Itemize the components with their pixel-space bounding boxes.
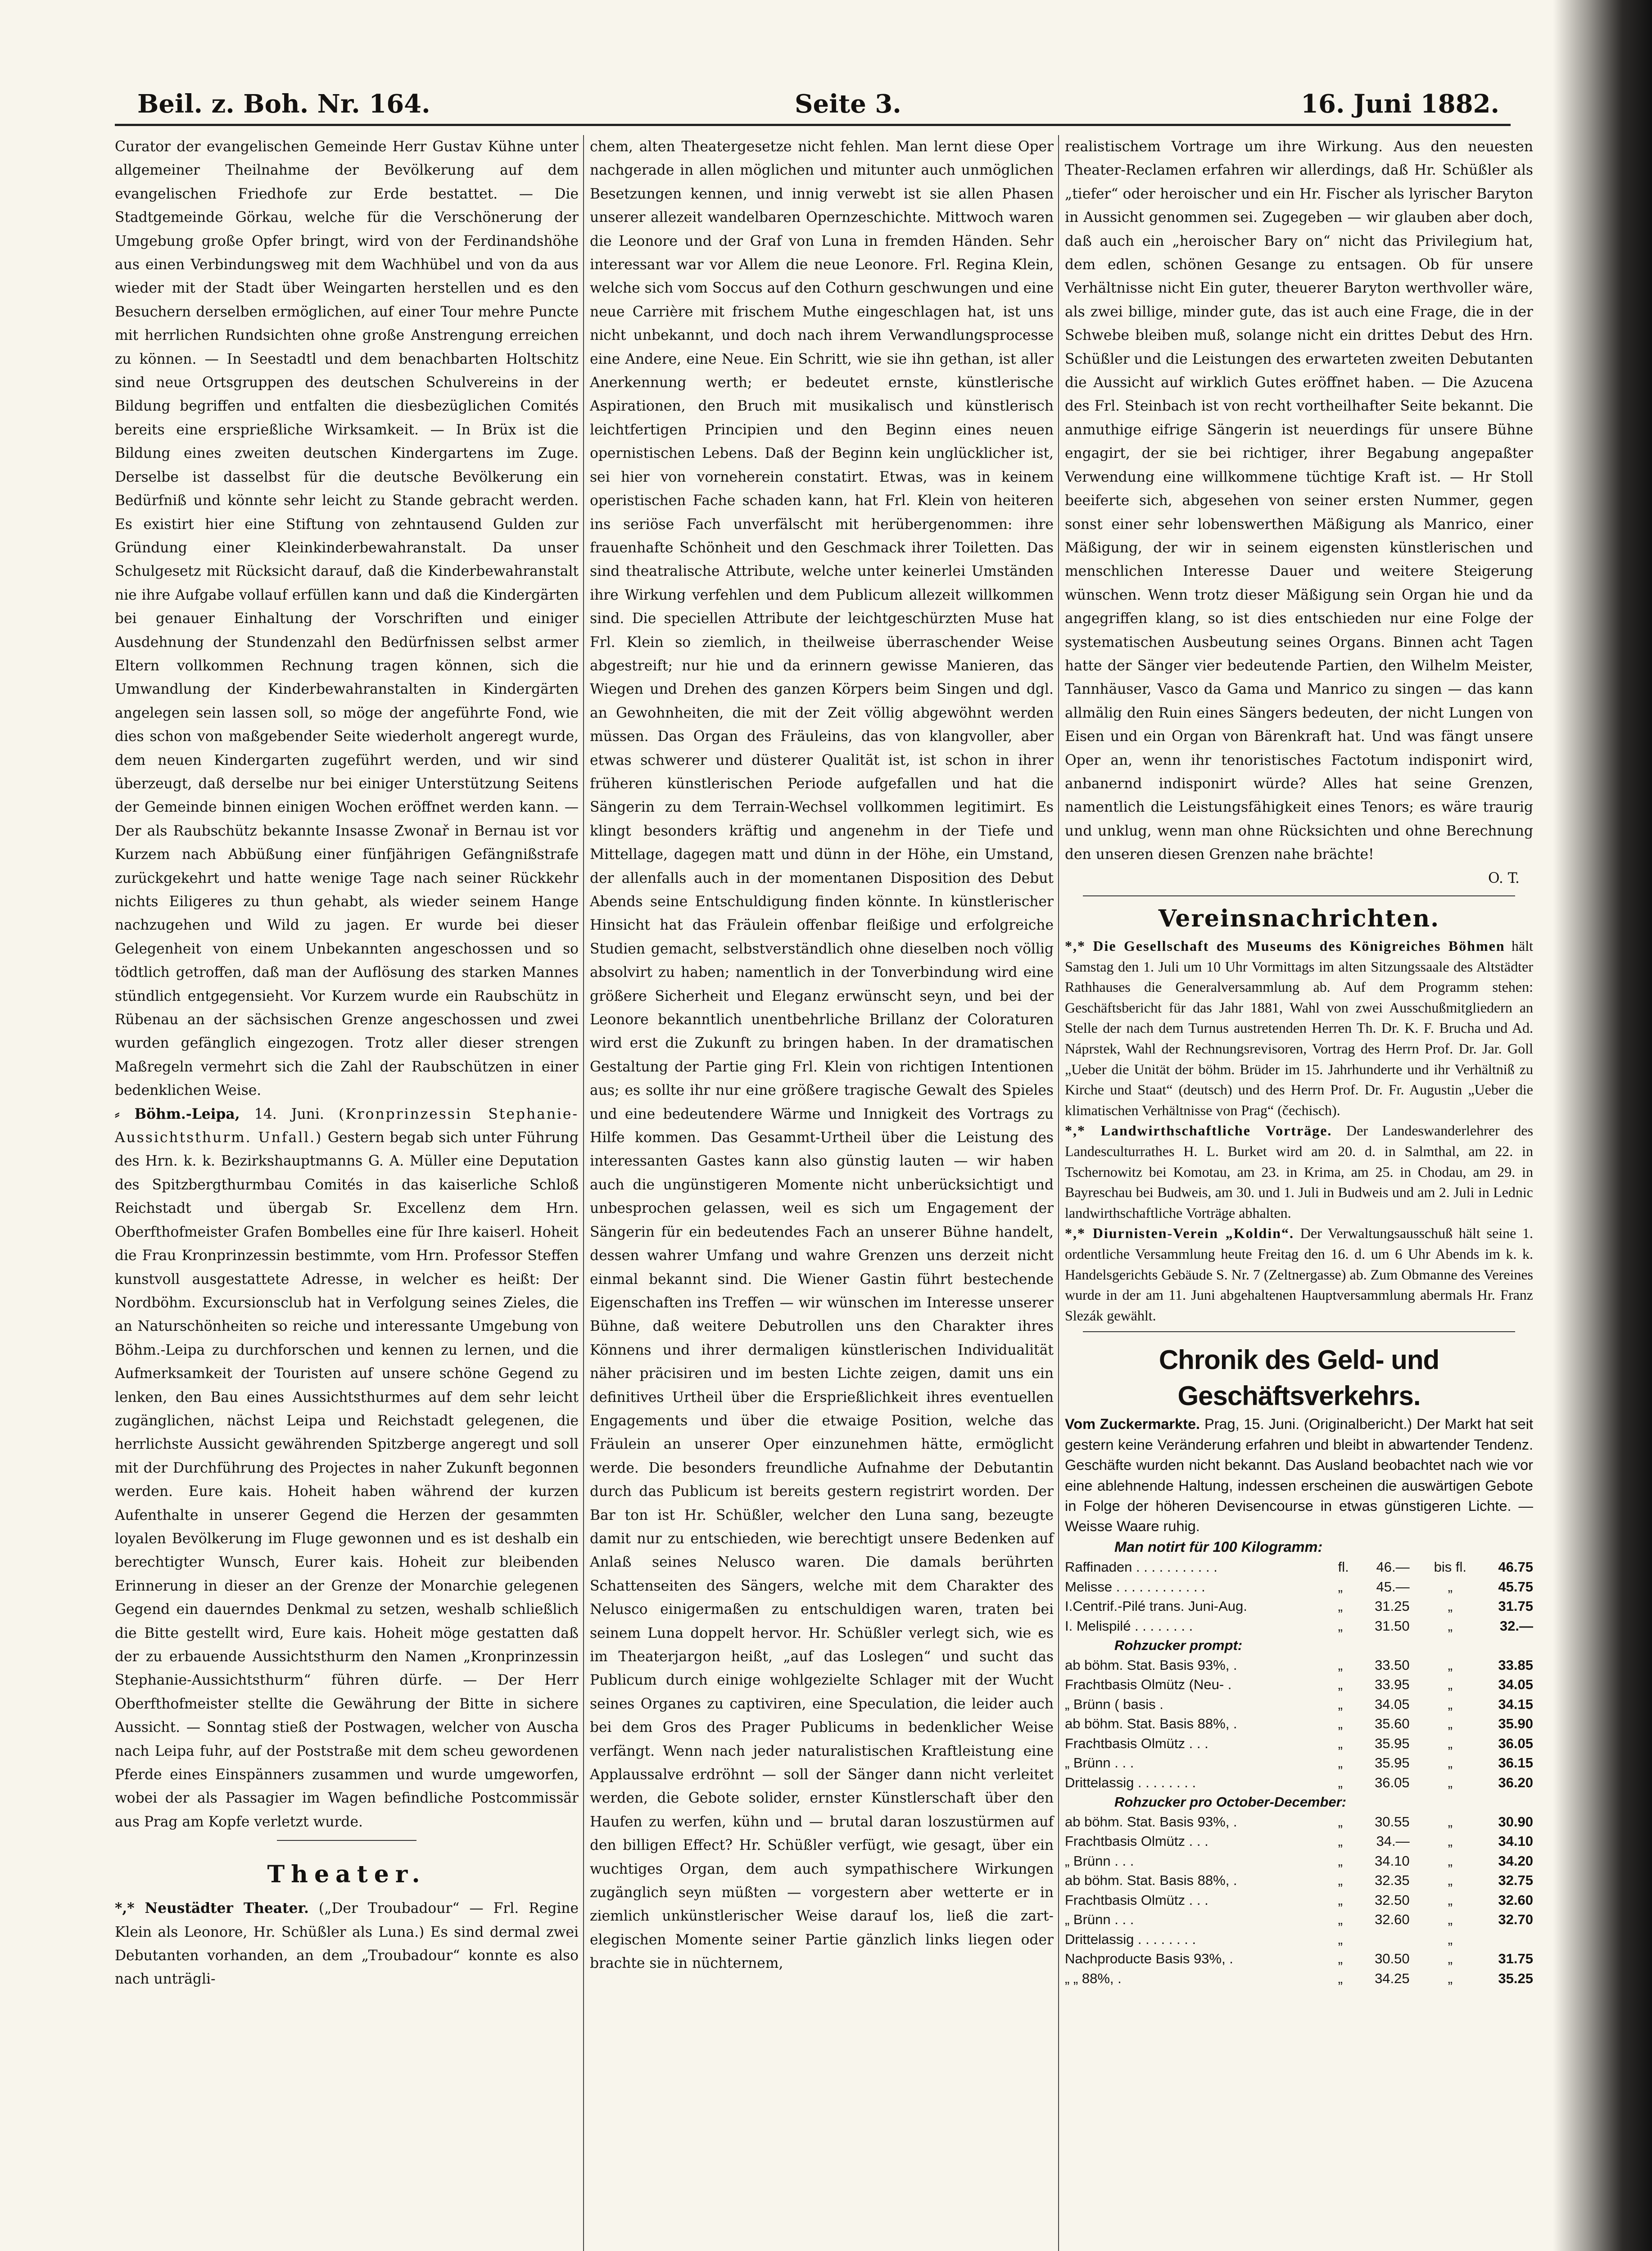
koldin-lead: *,* Diurnisten-Verein „Koldin“. (1065, 1225, 1294, 1242)
price-row (1065, 1949, 1533, 1969)
price-cell-unit: „ (1338, 1677, 1343, 1693)
price-cell-unit: „ (1338, 1931, 1343, 1947)
price-cell-v1: 33.95 (1375, 1677, 1410, 1693)
header-issue: Beil. z. Boh. Nr. 164. (137, 89, 430, 119)
price-cell-v2: 33.85 (1498, 1657, 1533, 1673)
price-cell-v1: 34.— (1376, 1833, 1410, 1849)
price-cell-bis: „ (1448, 1892, 1453, 1908)
price-row (1065, 1675, 1533, 1695)
price-cell-bis: „ (1448, 1696, 1453, 1712)
price-row (1065, 1616, 1533, 1636)
price-row (1065, 1577, 1533, 1597)
price-cell-v1: 33.50 (1375, 1657, 1410, 1673)
leipa-date: 14. Juni. (254, 1106, 324, 1122)
price-row (1065, 1871, 1533, 1890)
price-cell-bis: „ (1448, 1833, 1453, 1849)
price-cell-v2: 32.— (1499, 1618, 1533, 1634)
price-cell-label: „ „ 88%, . (1065, 1970, 1122, 1986)
price-cell-bis: „ (1448, 1774, 1453, 1790)
column-3 (1065, 135, 1533, 1988)
price-cell-label: Frachtbasis Olmütz . . . (1065, 1892, 1208, 1908)
price-cell-v1: 45.— (1376, 1578, 1410, 1595)
vereinsnachrichten-heading: Vereinsnachrichten. (1158, 905, 1440, 932)
price-cell-unit: „ (1338, 1657, 1343, 1673)
price-cell-label: „ Brünn . . . (1065, 1853, 1134, 1869)
price-cell-unit: „ (1338, 1813, 1343, 1830)
review-signature: O. T. (1488, 870, 1520, 886)
price-row (1065, 1930, 1533, 1949)
museum-notice (1065, 936, 1533, 1121)
sugar-market-paragraph (1065, 1414, 1533, 1537)
price-cell-bis: „ (1448, 1657, 1453, 1673)
price-row (1065, 1773, 1533, 1793)
price-cell-v2: 36.20 (1498, 1774, 1533, 1790)
price-row (1065, 1596, 1533, 1616)
lectures-notice (1065, 1121, 1533, 1223)
price-cell-bis: „ (1448, 1598, 1453, 1614)
price-cell-v2: 32.70 (1498, 1912, 1533, 1928)
price-cell-unit: „ (1338, 1774, 1343, 1790)
price-row (1065, 1890, 1533, 1910)
leipa-title: (Kronprinzessin Stephanie-Aussichtsthurm. Unfall.) (115, 1106, 579, 1146)
price-subheading-text: Rohzucker pro October-December: (1114, 1794, 1347, 1810)
price-cell-bis: „ (1448, 1853, 1453, 1869)
section-rule (1083, 1331, 1515, 1332)
price-cell-label: Frachtbasis Olmütz . . . (1065, 1833, 1208, 1849)
price-cell-label: Raffinaden . . . . . . . . . . . (1065, 1559, 1218, 1575)
price-cell-v2: 35.90 (1498, 1716, 1533, 1732)
page-header (137, 86, 1499, 126)
theater-review-continued: chem, alten Theatergesetze nicht fehlen. Man lernt diese Oper nachgerade in allen möglichen und mitunter auch unmöglichen Besetzungen kennen, und innig verwebt ist sie allen Phasen unserer allezeit wandelbaren Opernzeschichte. Mittwoch waren die Leonore und der Graf von Luna in fremden Händen. Sehr interessant war vor Allem die neue Leonore. Frl. Regina Klein, welche sich vom Soccus auf den Cothurn geschwungen und eine neue Carrière mit frischem Muthe eingeschlagen hat, ist uns nicht unbekannt, und doch nach ihrem Verwandlungsprocesse eine Andere, eine Neue. Ein Schritt, wie sie ihn gethan, ist aller Anerkennung werth; er bedeutet ernste, künstlerische Aspirationen, den Bruch mit musikalisch und künstlerisch leichtfertigen Principien und den Beginn eines neuen opernistischen Lebens. Daß der Beginn kein unglücklicher ist, sei hier von vorneherein constatirt. Etwas, was in keinem operistischen Fache schaden kann, hat Frl. Klein von heiteren ins seriöse Fach unverfälscht mit herübergenommen: ihre frauenhafte Schönheit und den Geschmack ihrer Toiletten. Das sind theatralische Attribute, welche unter keinerlei Umständen ihre Wirkung verfehlen und dem Publicum allezeit willkommen sind. Die speciellen Attribute der leichtgeschürzten Muse hat Frl. Klein so ziemlich, in theilweise überraschender Weise abgestreift; nur hie und da erinnern gewisse Manieren, das Wiegen und Drehen des ganzen Körpers beim Singen und dgl. an Gewohnheiten, die mit der Zeit völlig abgewöhnt werden müssen. Das Organ des Fräuleins, das von klangvoller, aber etwas schwerer und düsterer Qualität ist, ist schon in ihrer früheren künstlerischen Periode aufgefallen und hat die Sängerin zu dem Terrain-Wechsel vollkommen legitimirt. Es klingt besonders kräftig und angenehm in der Tiefe und Mittellage, dagegen matt und dünn in der Höhe, ein Umstand, der allenfalls auch in der momentanen Disposition des Debut Abends seine Entschuldigung finden könnte. In künstlerischer Hinsicht hat das Fräulein offenbar fleißige und erfolgreiche Studien gemacht, selbstverständlich ohne dieselben noch völlig absolvirt zu haben; namentlich in der Tonverbindung wird eine größere Sicherheit und Eleganz erwünscht seyn, und bei der Leonore bekanntlich unentbehrliche Brillanz der Coloraturen wird erst die Zukunft zu bringen haben. In der dramatischen Gestaltung der Partie ging Frl. Klein von richtigen Intentionen aus; es sollte ihr nur eine größere tragische Gewalt des Spieles und eine bedeutendere Wärme und Innigkeit des Vortrags zu Hilfe kommen. Das Gesammt-Urtheil über die Leistung des interessanten Gastes kann also günstig lauten — wir haben auch die ungünstigeren Momente nicht unberücksichtigt und unbesprochen gelassen, weil es sich um Engagement der Sängerin für ein bedeutendes Fach an unserer Bühne handelt, dessen wahrer Umfang und wahre Grenzen uns derzeit nicht einmal bekannt sind. Die Wiener Gastin führt bestechende Eigenschaften ins Treffen — wir wünschen im Interesse unserer Bühne, daß weitere Debutrollen uns den Charakter ihres Könnens und ihrer dermaligen künstlerischen Individualität näher präcisiren und im besten Lichte zeigen, damit uns ein definitives Urtheil über die Ersprießlichkeit ihres eventuellen Engagements und über die etwaige Position, welche das Fräulein an unserer Oper einzunehmen hätte, ermöglicht werde. Die besonders freundliche Aufnahme der Debutantin durch das Publicum ist bereits gestern registrirt worden. Der Bar ton ist Hr. Schüßler, welcher den Luna sang, bezeugte damit nur zu entschieden, wie berechtigt unsere Bedenken auf Anlaß seines Nelusco waren. Die damals berührten Schattenseiten des Sängers, welche mit dem Charakter des Nelusco einigermaßen zu entschuldigen waren, traten bei seinem Luna doppelt hervor. Hr. Schüßler verlegt sich, wie es im Theaterjargon heißt, „auf das Loslegen“ und sucht das Publicum durch einige wohlgezielte Schlager mit der Wucht seines Organes zu captiviren, eine Speculation, die leider auch bei dem Gros des Prager Publicums in bedenklicher Weise verfängt. Wenn nach jeder naturalistischen Kraftleistung eine Applaussalve erdröhnt — soll der Sänger dann nicht verleitet werden, die Gebote solider, ernster Künstlerschaft über den Haufen zu werfen, kühn und — brutal daran loszustürmen auf den billigen Effect? Hr. Schüßler verfügt, wie gesagt, über ein wuchtiges Organ, dem auch sympathischere Wirkungen zugänglich seyn müßten — vorgestern aber wetterte er in ziemlich unkünstlerischer Weise darauf los, ließ die zart-elegischen Momente seiner Partie gänzlich links liegen oder brachte sie in nüchternem, (590, 139, 1054, 1972)
price-cell-bis: „ (1448, 1716, 1453, 1732)
price-cell-v2: 36.05 (1498, 1735, 1533, 1751)
price-cell-unit: „ (1338, 1892, 1343, 1908)
price-cell-bis: „ (1448, 1872, 1453, 1889)
price-cell-v2: 45.75 (1498, 1578, 1533, 1595)
price-cell-bis: „ (1448, 1735, 1453, 1751)
header-rule (115, 124, 1511, 126)
koldin-notice (1065, 1223, 1533, 1326)
price-cell-label: „ Brünn . . . (1065, 1912, 1134, 1928)
price-cell-label: ab böhm. Stat. Basis 88%, . (1065, 1872, 1237, 1889)
lectures-body: Der Landeswanderlehrer des Landesculturrathes H. L. Burket wird am 20. d. in Salmthal, am 22. in Tschernowitz bei Komotau, am 23. in Krima, am 25. in Chodau, am 29. in Bayreschau bei Budweis, am 30. und 1. Juli in Budweis und am 2. Juli in Lednic landwirthschaftliche Vorträge abhalten. (1065, 1122, 1534, 1221)
price-row (1065, 1655, 1533, 1675)
price-cell-v1: 30.50 (1375, 1951, 1410, 1967)
price-subheading-text: Rohzucker prompt: (1114, 1637, 1243, 1654)
column-divider-2 (1058, 135, 1059, 2251)
price-cell-unit: „ (1338, 1735, 1343, 1751)
header-page-number: Seite 3. (795, 89, 901, 119)
price-cell-label: I. Melispilé . . . . . . . . (1065, 1618, 1193, 1634)
sugar-market-lead: Vom Zuckermarkte. (1065, 1416, 1200, 1433)
price-cell-v2: 34.15 (1498, 1696, 1533, 1712)
price-cell-bis: „ (1448, 1813, 1453, 1830)
leipa-article (115, 1103, 579, 1834)
vereinsnachrichten-block (1065, 936, 1533, 1326)
section-rule (1083, 895, 1515, 896)
price-cell-v2: 46.75 (1498, 1559, 1533, 1575)
price-cell-label: ab böhm. Stat. Basis 93%, . (1065, 1657, 1237, 1673)
price-cell-v2: 35.25 (1498, 1970, 1533, 1986)
price-cell-v2 (1475, 1930, 1533, 1949)
column-divider-1 (583, 135, 584, 2251)
leipa-lead: ⸗ Böhm.-Leipa, (115, 1106, 240, 1122)
price-row (1065, 1695, 1533, 1714)
museum-body: hält Samstag den 1. Juli um 10 Uhr Vormittags im alten Sitzungssaale des Altstädter Rathhauses die Generalversammlung ab. Auf dem Programm stehen: Geschäftsbericht für das Jahr 1881, Wahl von zwei Ausschußmitgliedern an Stelle der nach dem Turnus austretenden Herren Th. Dr. K. F. Brucha und Ad. Náprstek, Wahl der Rechnungsrevisoren, Vortrag des Herrn Prof. Dr. Jar. Goll „Ueber die Unität der böhm. Brüder im 15. Jahrhunderte und ihr Verhältniß zu Kirche und Staat“ (deutsch) und des Herrn Prof. Dr. Fr. Augustin „Ueber die klimatischen Verhältnisse von Prag“ (čechisch). (1065, 938, 1534, 1118)
price-cell-v2: 32.60 (1498, 1892, 1533, 1908)
price-cell-bis: „ (1448, 1578, 1453, 1595)
column-2 (590, 135, 1054, 2251)
price-cell-v2: 34.05 (1498, 1677, 1533, 1693)
price-row (1065, 1734, 1533, 1754)
price-cell-bis: „ (1448, 1618, 1453, 1634)
price-cell-label: ab böhm. Stat. Basis 88%, . (1065, 1716, 1237, 1732)
lectures-lead: *,* Landwirthschaftliche Vorträge. (1065, 1122, 1332, 1139)
theater-body-start: („Der Troubadour“ — Frl. Regine Klein als Leonore, Hr. Schüßler als Luna.) Es sind dermal zwei Debutanten vorhanden, an dem „Troubadour“ konnte es also nach unträgli- (115, 1900, 579, 1988)
price-cell-v1: 31.25 (1375, 1598, 1410, 1614)
price-cell-v1: 30.55 (1375, 1813, 1410, 1830)
price-row (1065, 1851, 1533, 1871)
price-cell-bis: „ (1448, 1931, 1453, 1947)
theater-review-end: realistischem Vortrage um ihre Wirkung. Aus den neuesten Theater-Reclamen erfahren wir allerdings, daß Hr. Schüßler als „tiefer“ oder heroischer und ein Hr. Fischer als lyrischer Baryton in Aussicht genommen sei. Zugegeben — wir glauben aber doch, daß auch ein „heroischer Bary on“ nicht das Privilegium hat, dem edlen, schönen Gesange zu entsagen. Ob für unsere Verhältnisse nicht Ein guter, theuerer Baryton werthvoller wäre, als zwei billige, minder gute, das ist auch eine Frage, die in der Schwebe bleiben muß, solange nicht ein drittes Debut des Hrn. Schüßler und die Leistungen des erwarteten zweiten Debutanten die Aussicht auf wirklich Gutes eröffnet haben. — Die Azucena des Frl. Steinbach ist von recht vortheilhafter Seite bekannt. Die anmuthige eifrige Sängerin ist neuerdings für unsere Bühne engagirt, der sie bei richtiger, ihrer Begabung angepaßter Verwendung eine willkommene tüchtige Kraft ist. — Hr Stoll beeiferte sich, abgesehen von seiner ersten Nummer, gegen sonst einer sehr lobenswerthen Mäßigung als Manrico, einer Mäßigung, der wir in seinem eigensten künstlerischen und menschlichen Interesse Dauer und weitere Steigerung wünschen. Wenn trotz dieser Mäßigung sein Organ hie und da angegriffen klang, so ist dies entschieden nur eine Folge der systematischen Ausbeutung seines Organs. Binnen acht Tagen hatte der Sänger vier bedeutende Partien, den Wilhelm Meister, Tannhäuser, Vasco da Gama und Manrico zu singen — das kann allmälig den Ruin eines Sängers bedeuten, der nicht Lungen von Eisen und ein Organ von Bärenkraft hat. Und was fängt unsere Oper an, wenn ihr tenoristisches Factotum indisponirt wird, anbanernd indisponirt würde? Alles hat seine Grenzen, namentlich die Leistungsfähigkeit eines Tenors; es wäre traurig und unklug, wenn man ohne Rücksichten und ohne Berechnung den unseren diesen Grenzen nahe brächte! (1065, 139, 1533, 863)
price-cell-bis: „ (1448, 1755, 1453, 1771)
koldin-body: Der Verwaltungsausschuß hält seine 1. ordentliche Versammlung heute Freitag den 16. d. um 6 Uhr Abends im k. k. Handelsgerichts Gebäude S. Nr. 7 (Zeltnergasse) ab. Zum Obmanne des Vereines wurde in der am 11. Juni abgehaltenen Hauptversammlung abermals Hr. Franz Slezák gewählt. (1065, 1225, 1534, 1324)
column-1 (115, 135, 579, 2165)
price-cell-unit: „ (1338, 1853, 1343, 1869)
price-cell-bis: „ (1448, 1951, 1453, 1967)
chronik-heading: Chronik des Geld- und Geschäftsverkehrs. (1159, 1345, 1439, 1411)
price-row (1065, 1714, 1533, 1734)
theater-heading: Theater. (267, 1861, 426, 1889)
price-cell-unit: „ (1338, 1716, 1343, 1732)
local-news-paragraph: Curator der evangelischen Gemeinde Herr Gustav Kühne unter allgemeiner Theilnahme der Bevölkerung auf dem evangelischen Friedhofe zur Erde bestattet. — Die Stadtgemeinde Görkau, welche für die Verschönerung der Umgebung große Opfer bringt, wird von der Ferdinandshöhe aus einen Verbindungsweg mit dem Wachhübel und von da aus wieder mit der Stadt über Weingarten herstellen und es den Besuchern derselben ermöglichen, auf einer Tour mehre Puncte mit herrlichen Rundsichten ohne große Anstrengung erreichen zu können. — In Seestadtl und dem benachbarten Holtschitz sind neue Ortsgruppen des deutschen Schulvereins in der Bildung begriffen und entfalten die diesbezüglichen Comités bereits eine ersprießliche Wirksamkeit. — In Brüx ist die Bildung eines zweiten deutschen Kindergartens im Zuge. Derselbe ist dasselbst für die deutsche Bevölkerung ein Bedürfniß und könnte sehr leicht zu Stande gebracht werden. Es existirt hier eine Stiftung von zehntausend Gulden zur Gründung einer Kleinkinderbewahranstalt. Da unser Schulgesetz mit Rücksicht darauf, daß die Kinderbewahranstalt nie ihre Aufgabe vollauf erfüllen kann und daß die Kindergärten bei genauer Einhaltung der Vorschriften und einiger Ausdehnung der Stundenzahl den Bedürfnissen selbst armer Eltern vollkommen Rechnung tragen können, sich die Umwandlung der Kinderbewahranstalten in Kindergärten angelegen sein lassen soll, so möge der angeführte Fond, wie dies schon von maßgebender Seite wiederholt angeregt wurde, dem neuen Kindergarten zugeführt werden, und wir sind überzeugt, daß derselbe nur bei einiger Unterstützung Seitens der Gemeinde binnen einigen Wochen eröffnet werden kann. — Der als Raubschütz bekannte Insasse Zwonař in Bernau ist vor Kurzem nach Abbüßung einer fünfjährigen Gefängnißstrafe zurückgekehrt und hatte wenige Tage nach seiner Rückkehr nichts Eiligeres zu thun gehabt, als wieder seinem Hange nachzugehen und Wild zu jagen. Er wurde bei dieser Gelegenheit von einem Unbekannten angeschossen und so tödtlich getroffen, daß man der Auflösung des starken Mannes stündlich entgegensieht. Vor Kurzem wurde ein Raubschütz in Rübenau an der sächsischen Grenze angeschossen und zwei wurden gefänglich eingezogen. Trotz aller dieser strengen Maßregeln vermehrt sich die Zahl der Raubschützen in einer bedenklichen Weise. (115, 139, 579, 1099)
header-date: 16. Juni 1882. (1301, 89, 1499, 119)
price-cell-unit: „ (1338, 1696, 1343, 1712)
price-cell-label: I.Centrif.-Pilé trans. Juni-Aug. (1065, 1598, 1247, 1614)
leipa-body: Gestern begab sich unter Führung des Hrn. k. k. Bezirkshauptmanns G. A. Müller eine Deputation des Spitzbergthurmbau Comités in das kaiserliche Schloß Reichstadt und übergab Sr. Excellenz dem Hrn. Oberfthofmeister Grafen Bombelles eine für Ihre kaiserl. Hoheit die Frau Kronprinzessin bestimmte, vom Hrn. Professor Steffen kunstvoll ausgestattete Adresse, in welcher es heißt: Der Nordböhm. Excursionsclub hat in Verfolgung seines Zieles, die an Naturschönheiten so reiche und interessante Umgebung von Böhm.-Leipa zu durchforschen und kennen zu lernen, und die Aufmerksamkeit der Touristen auf unsere schöne Gegend zu lenken, den Bau eines Aussichtsthurmes auf dem sehr leicht zugänglichen, nächst Leipa und Reichstadt gelegenen, die herrlichste Aussicht gewährenden Spitzberge angeregt und soll mit der Durchführung des Projectes in naher Zukunft begonnen werden. Eure kais. Hoheit haben während der kurzen Aufenthalte in unserer Gegend die Herzen der gesammten loyalen Bevölkerung im Fluge gewonnen und es ist deshalb ein berechtigter Wunsch, Eurer kais. Hoheit zur bleibenden Erinnerung in dieser an der Grenze der Monarchie gelegenen Gegend ein dauerndes Denkmal zu setzen, weshalb schließlich die Bitte gestellt wird, Eure kais. Hoheit möge gestatten daß der zu erbauende Aussichtsthurm den Namen „Kronprinzessin Stephanie-Aussichtsthurm“ führen dürfe. — Der Herr Oberfthofmeister stellte die Gewährung der Bitte in sichere Aussicht. — Sonntag stieß der Postwagen, welcher von Auscha nach Leipa fuhr, auf der Poststraße mit dem scheu gewordenen Pferde eines Einspänners zusammen und wurde umgeworfen, wobei der als Passagier im Wagen befindliche Postcommissär aus Prag am Kopfe verletzt wurde. (115, 1130, 579, 1830)
price-cell-v1: 34.05 (1375, 1696, 1410, 1712)
price-cell-unit: „ (1338, 1755, 1343, 1771)
museum-lead: *,* Die Gesellschaft des Museums des Königreiches Böhmen (1065, 938, 1505, 954)
price-cell-label: Frachtbasis Olmütz . . . (1065, 1735, 1208, 1751)
price-cell-bis: bis fl. (1434, 1559, 1466, 1575)
price-cell-label: Drittelassig . . . . . . . . (1065, 1774, 1196, 1790)
section-rule (277, 1840, 416, 1841)
price-cell-v1: 35.60 (1375, 1716, 1410, 1732)
price-cell-v2: 31.75 (1498, 1951, 1533, 1967)
price-cell-v2: 36.15 (1498, 1755, 1533, 1771)
price-cell-bis: „ (1448, 1912, 1453, 1928)
price-cell-v1: 32.50 (1375, 1892, 1410, 1908)
theater-article-start (115, 1897, 579, 1991)
price-cell-v1: 32.60 (1375, 1912, 1410, 1928)
price-cell-v1: 36.05 (1375, 1774, 1410, 1790)
price-cell-label: Frachtbasis Olmütz (Neu- . (1065, 1677, 1232, 1693)
price-row (1065, 1557, 1533, 1577)
price-cell-unit: „ (1338, 1951, 1343, 1967)
price-cell-v2: 34.20 (1498, 1853, 1533, 1869)
price-cell-v1: 31.50 (1375, 1618, 1410, 1634)
price-cell-v2: 32.75 (1498, 1872, 1533, 1889)
price-cell-label: Drittelassig . . . . . . . . (1065, 1931, 1196, 1947)
price-notation-caption: Man notirt für 100 Kilogramm: (1114, 1538, 1323, 1555)
price-cell-bis: „ (1448, 1677, 1453, 1693)
theater-lead: *,* Neustädter Theater. (115, 1900, 309, 1917)
price-cell-v1 (1362, 1930, 1426, 1949)
price-subheading (1065, 1792, 1533, 1812)
price-row (1065, 1969, 1533, 1989)
price-cell-unit: fl. (1338, 1559, 1349, 1575)
price-cell-label: „ Brünn ( basis . (1065, 1696, 1163, 1712)
price-cell-label: Nachproducte Basis 93%, . (1065, 1951, 1233, 1967)
price-cell-v1: 34.10 (1375, 1853, 1410, 1869)
price-cell-unit: „ (1338, 1598, 1343, 1614)
price-cell-v1: 46.— (1376, 1559, 1410, 1575)
price-row (1065, 1812, 1533, 1832)
price-cell-v2: 31.75 (1498, 1598, 1533, 1614)
price-cell-label: ab böhm. Stat. Basis 93%, . (1065, 1813, 1237, 1830)
price-subheading (1065, 1636, 1533, 1655)
price-row (1065, 1910, 1533, 1930)
sugar-market-report (1065, 1414, 1533, 1557)
price-cell-label: „ Brünn . . . (1065, 1755, 1134, 1771)
sugar-price-table (1065, 1557, 1533, 1988)
price-row (1065, 1831, 1533, 1851)
price-cell-unit: „ (1338, 1618, 1343, 1634)
price-cell-label: Melisse . . . . . . . . . . . . (1065, 1578, 1205, 1595)
price-cell-bis: „ (1448, 1970, 1453, 1986)
price-cell-unit: „ (1338, 1833, 1343, 1849)
price-row (1065, 1753, 1533, 1773)
price-cell-unit: „ (1338, 1872, 1343, 1889)
price-cell-v1: 35.95 (1375, 1735, 1410, 1751)
price-cell-v1: 34.25 (1375, 1970, 1410, 1986)
price-cell-v1: 35.95 (1375, 1755, 1410, 1771)
sugar-market-text: Prag, 15. Juni. (Originalbericht.) Der Markt hat seit gestern keine Veränderung erfahren und bleibt in abwartender Tendenz. Geschäfte wurden nicht bekannt. Das Ausland beobachtet nach wie vor eine ablehnende Haltung, indessen erscheinen die auswärtigen Gebote in Folge der höheren Devisencourse in etwas günstigeren Lichte. — Weisse Waare ruhig. (1065, 1416, 1533, 1535)
price-cell-v2: 30.90 (1498, 1813, 1533, 1830)
price-cell-unit: „ (1338, 1970, 1343, 1986)
price-cell-v2: 34.10 (1498, 1833, 1533, 1849)
scan-edge-shadow (1553, 0, 1652, 2251)
price-cell-unit: „ (1338, 1912, 1343, 1928)
price-cell-v1: 32.35 (1375, 1872, 1410, 1889)
price-cell-unit: „ (1338, 1578, 1343, 1595)
